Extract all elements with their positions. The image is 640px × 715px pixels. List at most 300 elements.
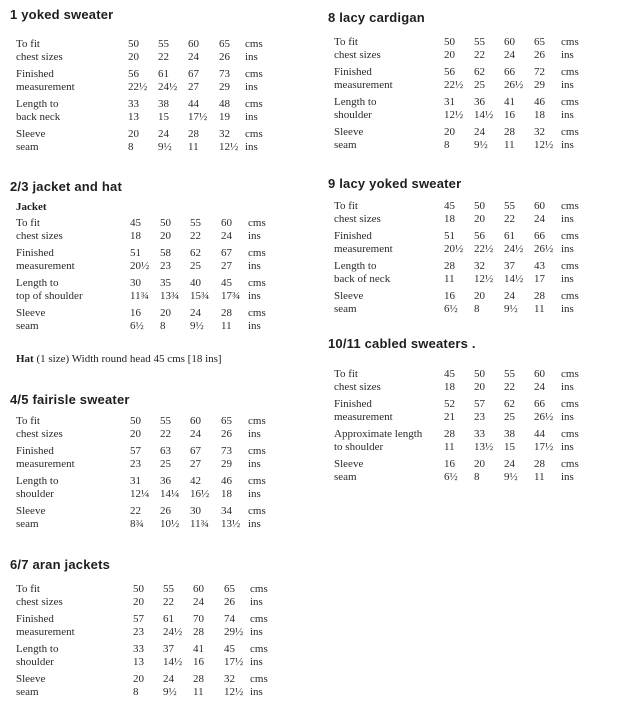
row-label-line: shoulder (334, 108, 372, 121)
size-value: 26½ (534, 242, 554, 255)
size-value: 20 (133, 595, 144, 608)
size-value: 12½ (534, 138, 554, 151)
size-value: 13¾ (160, 289, 180, 302)
size-value: 9½ (163, 685, 177, 698)
measurement-row (318, 368, 636, 394)
row-label-line: measurement (334, 242, 393, 255)
size-value: 56 (474, 230, 485, 242)
size-value: 61 (158, 68, 169, 80)
unit-label: cms (248, 277, 266, 289)
unit-label: ins (250, 685, 263, 698)
unit-label: ins (561, 138, 574, 151)
size-value: 24½ (158, 80, 178, 93)
unit-label: cms (561, 428, 579, 440)
size-value: 33 (128, 98, 139, 110)
size-value: 27 (188, 80, 199, 93)
size-value: 31 (130, 475, 141, 487)
size-value: 24 (163, 673, 174, 685)
unit-label: cms (561, 36, 579, 48)
size-value: 11 (193, 685, 204, 698)
unit-label: ins (561, 108, 574, 121)
size-value: 22 (160, 427, 171, 440)
size-value: 24½ (163, 625, 183, 638)
size-value: 14¼ (160, 487, 180, 500)
size-value: 18 (444, 212, 455, 225)
size-value: 9½ (158, 140, 172, 153)
size-value: 50 (444, 36, 455, 48)
row-label (334, 368, 381, 393)
measurement-row (0, 475, 318, 501)
unit-label: ins (561, 302, 574, 315)
size-value: 36 (160, 475, 171, 487)
measurement-row (318, 126, 636, 152)
size-value: 9½ (190, 319, 204, 332)
size-value: 17¾ (221, 289, 241, 302)
row-label-line: measurement (334, 78, 393, 91)
size-value: 20 (133, 673, 144, 685)
size-value: 17 (534, 272, 545, 285)
row-label-line: seam (16, 140, 39, 153)
size-value: 24 (534, 212, 545, 225)
size-value: 24½ (504, 242, 524, 255)
size-value: 57 (474, 398, 485, 410)
unit-label: cms (561, 126, 579, 138)
size-value: 20½ (444, 242, 464, 255)
row-label-line: To fit (16, 415, 40, 427)
row-label-line: seam (16, 517, 39, 530)
row-label (16, 98, 60, 123)
size-value: 60 (534, 200, 545, 212)
size-value: 26½ (534, 410, 554, 423)
size-value: 8 (474, 302, 480, 315)
size-value: 12½ (444, 108, 464, 121)
size-value: 20 (444, 126, 455, 138)
size-value: 8¾ (130, 517, 144, 530)
row-label-line: chest sizes (334, 212, 381, 225)
size-value: 23 (474, 410, 485, 423)
size-value: 28 (444, 260, 455, 272)
size-value: 12½ (224, 685, 244, 698)
unit-label: ins (561, 440, 574, 453)
size-value: 37 (163, 643, 174, 655)
size-value: 11 (188, 140, 199, 153)
unit-label: cms (245, 98, 263, 110)
size-value: 35 (160, 277, 171, 289)
row-label-line: To fit (16, 217, 40, 229)
size-value: 11 (221, 319, 232, 332)
size-value: 30 (130, 277, 141, 289)
size-value: 17½ (224, 655, 244, 668)
measurement-row (0, 277, 318, 303)
size-value: 37 (504, 260, 515, 272)
size-value: 67 (190, 445, 201, 457)
row-label-line: Finished (16, 445, 54, 457)
size-value: 28 (188, 128, 199, 140)
size-value: 23 (130, 457, 141, 470)
size-value: 34 (221, 505, 232, 517)
unit-label: cms (248, 307, 266, 319)
size-value: 16 (444, 290, 455, 302)
row-label (334, 200, 381, 225)
size-value: 73 (219, 68, 230, 80)
unit-label: cms (561, 458, 579, 470)
measurement-row (318, 398, 636, 424)
unit-label: ins (248, 289, 261, 302)
measurement-row (318, 290, 636, 316)
row-label-line: to shoulder (334, 440, 384, 453)
size-value: 20 (444, 48, 455, 61)
size-value: 9½ (504, 302, 518, 315)
row-label-line: Finished (334, 66, 372, 78)
row-label-line: Length to (16, 98, 59, 110)
size-value: 40 (190, 277, 201, 289)
row-label-line: Length to (334, 96, 377, 108)
size-value: 18 (534, 108, 545, 121)
size-value: 65 (219, 38, 230, 50)
row-label (334, 66, 393, 91)
size-value: 23 (160, 259, 171, 272)
row-label (16, 217, 63, 242)
unit-label: cms (248, 415, 266, 427)
row-label (334, 36, 381, 61)
unit-label: ins (245, 140, 258, 153)
measurement-row (0, 583, 318, 609)
measurement-row (0, 445, 318, 471)
unit-label: ins (245, 80, 258, 93)
size-value: 58 (160, 247, 171, 259)
unit-label: ins (561, 212, 574, 225)
unit-label: cms (561, 398, 579, 410)
size-value: 50 (133, 583, 144, 595)
size-value: 16 (130, 307, 141, 319)
size-value: 12¼ (130, 487, 150, 500)
size-value: 24 (188, 50, 199, 63)
measurement-row (318, 260, 636, 286)
size-value: 14½ (163, 655, 183, 668)
size-value: 50 (160, 217, 171, 229)
measurement-row (318, 200, 636, 226)
unit-label: ins (245, 110, 258, 123)
size-value: 25 (474, 78, 485, 91)
unit-label: ins (561, 48, 574, 61)
size-value: 29 (221, 457, 232, 470)
unit-label: ins (245, 50, 258, 63)
size-value: 32 (224, 673, 235, 685)
size-value: 28 (504, 126, 515, 138)
size-value: 31 (444, 96, 455, 108)
measurement-row (318, 96, 636, 122)
size-value: 55 (158, 38, 169, 50)
section-title: 4/5 fairisle sweater (10, 392, 130, 407)
measurement-row (0, 415, 318, 441)
row-label (334, 458, 363, 483)
row-label (16, 415, 63, 440)
size-value: 22 (158, 50, 169, 63)
row-label (16, 307, 45, 332)
size-value: 38 (504, 428, 515, 440)
row-label-line: To fit (334, 36, 358, 48)
unit-label: cms (561, 96, 579, 108)
unit-label: cms (250, 613, 268, 625)
size-value: 27 (221, 259, 232, 272)
row-label (334, 126, 363, 151)
row-label-line: To fit (334, 200, 358, 212)
subsection-heading: Jacket (16, 201, 47, 213)
row-label (334, 230, 393, 255)
row-label (16, 475, 58, 500)
row-label-line: Finished (334, 230, 372, 242)
size-value: 55 (190, 217, 201, 229)
size-value: 60 (193, 583, 204, 595)
row-label-line: chest sizes (16, 229, 63, 242)
row-label (16, 673, 45, 698)
size-value: 26 (534, 48, 545, 61)
size-value: 29½ (224, 625, 244, 638)
unit-label: ins (561, 242, 574, 255)
unit-label: cms (250, 673, 268, 685)
row-label (16, 613, 75, 638)
hat-size-note (16, 353, 222, 365)
section-title: 6/7 aran jackets (10, 557, 111, 572)
size-value: 42 (190, 475, 201, 487)
unit-label: cms (561, 230, 579, 242)
size-value: 55 (504, 200, 515, 212)
size-value: 14½ (474, 108, 494, 121)
size-value: 57 (133, 613, 144, 625)
size-value: 33 (133, 643, 144, 655)
size-value: 11 (504, 138, 515, 151)
row-label-line: measurement (16, 259, 75, 272)
unit-label: ins (250, 595, 263, 608)
measurement-row (0, 613, 318, 639)
size-value: 8 (444, 138, 450, 151)
size-value: 73 (221, 445, 232, 457)
size-value: 66 (534, 398, 545, 410)
unit-label: cms (248, 505, 266, 517)
size-value: 17½ (534, 440, 554, 453)
size-value: 26 (221, 427, 232, 440)
measurement-row (0, 247, 318, 273)
row-label-line: seam (16, 685, 39, 698)
row-label-line: Finished (16, 68, 54, 80)
row-label (16, 68, 75, 93)
unit-label: cms (561, 368, 579, 380)
size-value: 24 (193, 595, 204, 608)
size-value: 13 (133, 655, 144, 668)
size-value: 28 (221, 307, 232, 319)
section-title: 1 yoked sweater (10, 7, 114, 22)
measurement-row (318, 458, 636, 484)
size-value: 56 (444, 66, 455, 78)
unit-label: cms (248, 475, 266, 487)
measurement-row (0, 673, 318, 699)
row-label (16, 583, 63, 608)
size-value: 16 (193, 655, 204, 668)
measurement-row (318, 230, 636, 256)
size-value: 61 (163, 613, 174, 625)
size-value: 43 (534, 260, 545, 272)
size-value: 45 (444, 368, 455, 380)
size-value: 22 (504, 212, 515, 225)
size-value: 27 (190, 457, 201, 470)
size-value: 8 (160, 319, 166, 332)
size-value: 41 (504, 96, 515, 108)
size-value: 41 (193, 643, 204, 655)
size-value: 66 (534, 230, 545, 242)
size-value: 60 (188, 38, 199, 50)
size-value: 9½ (504, 470, 518, 483)
measurement-row (318, 428, 636, 454)
section-title: 8 lacy cardigan (328, 10, 425, 25)
size-value: 45 (224, 643, 235, 655)
size-value: 62 (190, 247, 201, 259)
size-value: 28 (193, 673, 204, 685)
unit-label: ins (248, 517, 261, 530)
size-value: 32 (474, 260, 485, 272)
size-value: 8 (128, 140, 134, 153)
row-label (334, 398, 393, 423)
row-label (16, 643, 58, 668)
unit-label: ins (248, 259, 261, 272)
size-value: 8 (474, 470, 480, 483)
size-value: 25 (160, 457, 171, 470)
size-value: 22½ (474, 242, 494, 255)
unit-label: cms (248, 247, 266, 259)
section-title: 10/11 cabled sweaters . (328, 336, 476, 351)
size-value: 60 (534, 368, 545, 380)
size-value: 67 (188, 68, 199, 80)
row-label-line: measurement (16, 457, 75, 470)
size-value: 19 (219, 110, 230, 123)
size-value: 44 (534, 428, 545, 440)
size-value: 46 (534, 96, 545, 108)
row-label-line: Sleeve (334, 126, 364, 138)
size-value: 22 (504, 380, 515, 393)
size-value: 8 (133, 685, 139, 698)
size-value: 18 (444, 380, 455, 393)
row-label-line: Sleeve (334, 458, 364, 470)
row-label (16, 445, 75, 470)
row-label-line: chest sizes (16, 595, 63, 608)
size-value: 24 (504, 48, 515, 61)
row-label-line: chest sizes (334, 380, 381, 393)
row-label-line: shoulder (16, 487, 54, 500)
size-value: 22½ (128, 80, 148, 93)
row-label-line: Sleeve (334, 290, 364, 302)
unit-label: ins (248, 427, 261, 440)
size-value: 24 (221, 229, 232, 242)
size-value: 26 (224, 595, 235, 608)
size-value: 28 (444, 428, 455, 440)
size-value: 15¾ (190, 289, 210, 302)
measurement-row (0, 643, 318, 669)
measurement-row (318, 66, 636, 92)
measurement-row (0, 505, 318, 531)
size-value: 26½ (504, 78, 524, 91)
size-value: 57 (130, 445, 141, 457)
size-value: 46 (221, 475, 232, 487)
size-value: 65 (224, 583, 235, 595)
size-value: 55 (474, 36, 485, 48)
size-value: 20½ (130, 259, 150, 272)
measurement-row (0, 128, 318, 154)
unit-label: cms (250, 583, 268, 595)
size-value: 9½ (474, 138, 488, 151)
size-value: 62 (504, 398, 515, 410)
row-label-line: Sleeve (16, 128, 46, 140)
size-value: 32 (534, 126, 545, 138)
size-value: 48 (219, 98, 230, 110)
section-title: 2/3 jacket and hat (10, 179, 122, 194)
row-label-line: seam (16, 319, 39, 332)
row-label-line: chest sizes (16, 427, 63, 440)
unit-label: ins (561, 272, 574, 285)
size-value: 6½ (444, 302, 458, 315)
size-value: 61 (504, 230, 515, 242)
size-value: 60 (504, 36, 515, 48)
row-label-line: Length to (16, 643, 59, 655)
row-label-line: shoulder (16, 655, 54, 668)
size-value: 33 (474, 428, 485, 440)
unit-label: ins (248, 319, 261, 332)
size-value: 60 (190, 415, 201, 427)
row-label-line: seam (334, 138, 357, 151)
row-label-line: Sleeve (16, 673, 46, 685)
size-value: 36 (474, 96, 485, 108)
measurement-row (0, 38, 318, 64)
row-label-line: Finished (16, 247, 54, 259)
size-value: 25 (504, 410, 515, 423)
size-value: 50 (474, 200, 485, 212)
size-value: 15 (504, 440, 515, 453)
size-value: 28 (193, 625, 204, 638)
size-value: 51 (444, 230, 455, 242)
size-value: 55 (163, 583, 174, 595)
row-label-line: measurement (334, 410, 393, 423)
size-value: 13 (128, 110, 139, 123)
size-value: 24 (474, 126, 485, 138)
measurement-row (0, 307, 318, 333)
size-value: 11 (534, 302, 545, 315)
row-label-line: seam (334, 302, 357, 315)
row-label (334, 96, 376, 121)
size-value: 20 (474, 380, 485, 393)
row-label-line: measurement (16, 625, 75, 638)
size-value: 20 (128, 128, 139, 140)
unit-label: ins (250, 625, 263, 638)
size-value: 50 (128, 38, 139, 50)
size-value: 22 (474, 48, 485, 61)
row-label-line: Approximate length (334, 428, 423, 440)
row-label-line: back neck (16, 110, 61, 123)
size-value: 16 (444, 458, 455, 470)
size-value: 15 (158, 110, 169, 123)
size-value: 14½ (504, 272, 524, 285)
unit-label: ins (248, 487, 261, 500)
unit-label: cms (245, 128, 263, 140)
size-value: 45 (221, 277, 232, 289)
size-value: 26 (219, 50, 230, 63)
row-label-line: Length to (16, 475, 59, 487)
size-value: 22 (163, 595, 174, 608)
size-value: 13½ (221, 517, 241, 530)
size-value: 11¾ (130, 289, 149, 302)
size-value: 24 (190, 427, 201, 440)
size-value: 24 (534, 380, 545, 393)
size-value: 63 (160, 445, 171, 457)
row-label-line: top of shoulder (16, 289, 83, 302)
row-label-line: Length to (16, 277, 59, 289)
